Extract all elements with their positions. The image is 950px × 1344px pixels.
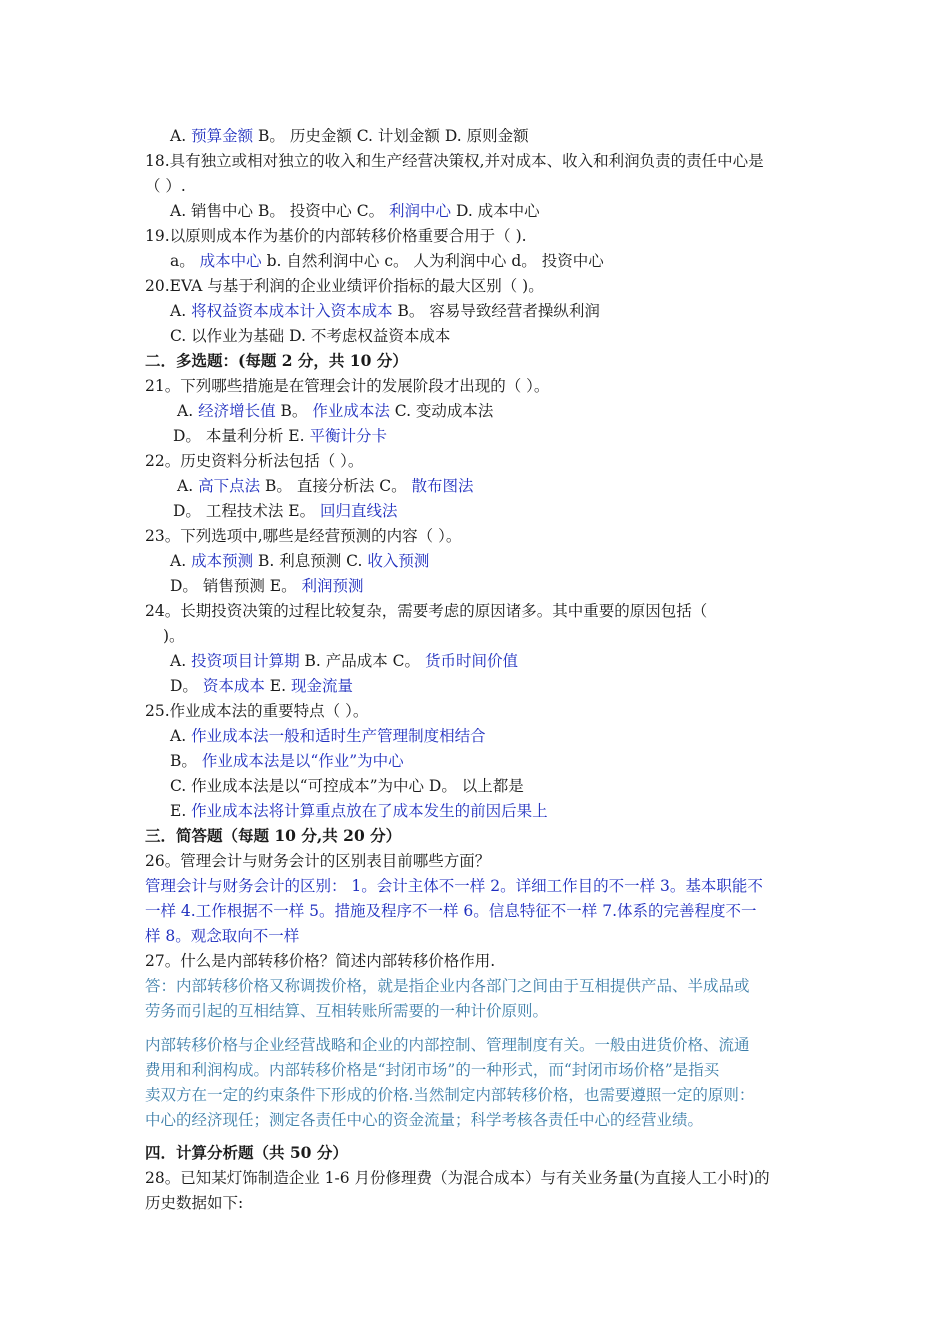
q26-answer-line-2: 一样 4.工作根据不一样 5。措施及程序不一样 6。信息特征不一样 7.体系的完善程度不一 — [145, 902, 757, 920]
q27-answer-p2-line-4: 中心的经济现任；测定各责任中心的资金流量；科学考核各责任中心的经营业绩。 — [145, 1111, 704, 1129]
question-26: 26。管理会计与财务会计的区别表目前哪些方面？ — [145, 852, 491, 870]
answer-text: 散布图法 — [411, 477, 474, 495]
answer-text: 利润预测 — [301, 577, 364, 595]
question-28-line-2: 历史数据如下: — [145, 1194, 244, 1212]
question-23: 23。下列选项中,哪些是经营预测的内容（ ）。 — [145, 527, 462, 545]
answer-text: 成本预测 — [191, 552, 254, 570]
q26-answer-line-1: 管理会计与财务会计的区别： 1。会计主体不一样 2。详细工作目的不一样 3。基本职能不 — [145, 877, 763, 895]
answer-text: 作业成本法是以“作业”为中心 — [201, 752, 404, 770]
answer-text: 将权益资本成本计入资本成本 — [191, 302, 393, 320]
section-heading-4: 四．计算分析题（共 50 分） — [145, 1143, 348, 1162]
section-heading-2: 二．多选题：(每题 2 分，共 10 分） — [145, 351, 408, 370]
q25-options-cd: C. 作业成本法是以“可控成本”为中心 D。 以上都是 — [170, 777, 524, 795]
answer-text: 回归直线法 — [320, 502, 398, 520]
answer-text: 作业成本法将计算重点放在了成本发生的前因后果上 — [191, 802, 548, 820]
q21-options-abc: A. 经济增长值 B。 作业成本法 C. 变动成本法 — [177, 402, 494, 420]
q27-answer-p2-line-3: 卖双方在一定的约束条件下形成的价格.当然制定内部转移价格，也需要遵照一定的原则： — [145, 1086, 755, 1104]
q25-option-e: E. 作业成本法将计算重点放在了成本发生的前因后果上 — [170, 802, 548, 820]
question-18-blank: （ ）. — [145, 177, 186, 195]
q27-answer-p1-line-2: 劳务而引起的互相结算、互相转账所需要的一种计价原则。 — [145, 1002, 549, 1020]
q20-options-ab: A. 将权益资本成本计入资本成本 B。 容易导致经营者操纵利润 — [170, 302, 600, 320]
question-19: 19.以原则成本作为基价的内部转移价格重要合用于（ ). — [145, 227, 527, 245]
answer-text: 平衡计分卡 — [309, 427, 387, 445]
q24-options-abc: A. 投资项目计算期 B. 产品成本 C。 货币时间价值 — [170, 652, 518, 670]
answer-text: 资本成本 — [202, 677, 265, 695]
answer-text: 现金流量 — [290, 677, 353, 695]
question-24-blank: )。 — [163, 627, 185, 645]
question-28-line-1: 28。已知某灯饰制造企业 1-6 月份修理费（为混合成本）与有关业务量(为直接人工小时)的 — [145, 1169, 770, 1187]
section-heading-3: 三．简答题（每题 10 分,共 20 分） — [145, 826, 402, 845]
question-21: 21。下列哪些措施是在管理会计的发展阶段才出现的（ ）。 — [145, 377, 550, 395]
q27-answer-p1-line-1: 答：内部转移价格又称调拨价格，就是指企业内各部门之间由于互相提供产品、半成品或 — [145, 977, 750, 995]
q22-options-de: D。 工程技术法 E。 回归直线法 — [173, 502, 398, 520]
q25-option-b: B。 作业成本法是以“作业”为中心 — [170, 752, 404, 770]
answer-text: 作业成本法一般和适时生产管理制度相结合 — [191, 727, 486, 745]
q17-options: A. 预算金额 B。 历史金额 C. 计划金额 D. 原则金额 — [170, 127, 529, 145]
q21-options-de: D。 本量利分析 E. 平衡计分卡 — [173, 427, 387, 445]
answer-text: 货币时间价值 — [424, 652, 518, 670]
question-24: 24。长期投资决策的过程比较复杂，需要考虑的原因诸多。其中重要的原因包括（ — [145, 602, 708, 620]
q27-answer-p2-line-1: 内部转移价格与企业经营战略和企业的内部控制、管理制度有关。一般由进货价格、流通 — [145, 1036, 750, 1054]
answer-text: 高下点法 — [198, 477, 261, 495]
question-25: 25.作业成本法的重要特点（ ）。 — [145, 702, 369, 720]
question-27: 27。什么是内部转移价格？简述内部转移价格作用. — [145, 952, 496, 970]
q19-options: a。 成本中心 b. 自然利润中心 c。 人为利润中心 d。 投资中心 — [170, 252, 604, 270]
q23-options-de: D。 销售预测 E。 利润预测 — [170, 577, 364, 595]
q23-options-abc: A. 成本预测 B. 利息预测 C. 收入预测 — [170, 552, 430, 570]
question-22: 22。历史资料分析法包括（ ）。 — [145, 452, 364, 470]
answer-text: 收入预测 — [367, 552, 430, 570]
q25-option-a: A. 作业成本法一般和适时生产管理制度相结合 — [170, 727, 486, 745]
answer-text: 预算金额 — [191, 127, 254, 145]
question-20: 20.EVA 与基于利润的企业业绩评价指标的最大区别（ )。 — [145, 277, 544, 295]
q24-options-de: D。 资本成本 E. 现金流量 — [170, 677, 353, 695]
q22-options-abc: A. 高下点法 B。 直接分析法 C。 散布图法 — [177, 477, 474, 495]
q18-options: A. 销售中心 B。 投资中心 C。 利润中心 D. 成本中心 — [170, 202, 540, 220]
q27-answer-p2-line-2: 费用和利润构成。内部转移价格是“封闭市场”的一种形式，而“封闭市场价格”是指买 — [145, 1061, 720, 1079]
answer-text: 利润中心 — [389, 202, 452, 220]
answer-text: 投资项目计算期 — [191, 652, 300, 670]
answer-text: 成本中心 — [199, 252, 262, 270]
q26-answer-line-3: 样 8。观念取向不一样 — [145, 927, 300, 945]
question-18: 18.具有独立或相对独立的收入和生产经营决策权,并对成本、收入和利润负责的责任中心是 — [145, 152, 764, 170]
answer-text: 作业成本法 — [312, 402, 390, 420]
answer-text: 经济增长值 — [198, 402, 276, 420]
q20-options-cd: C. 以作业为基础 D. 不考虑权益资本成本 — [170, 327, 451, 345]
